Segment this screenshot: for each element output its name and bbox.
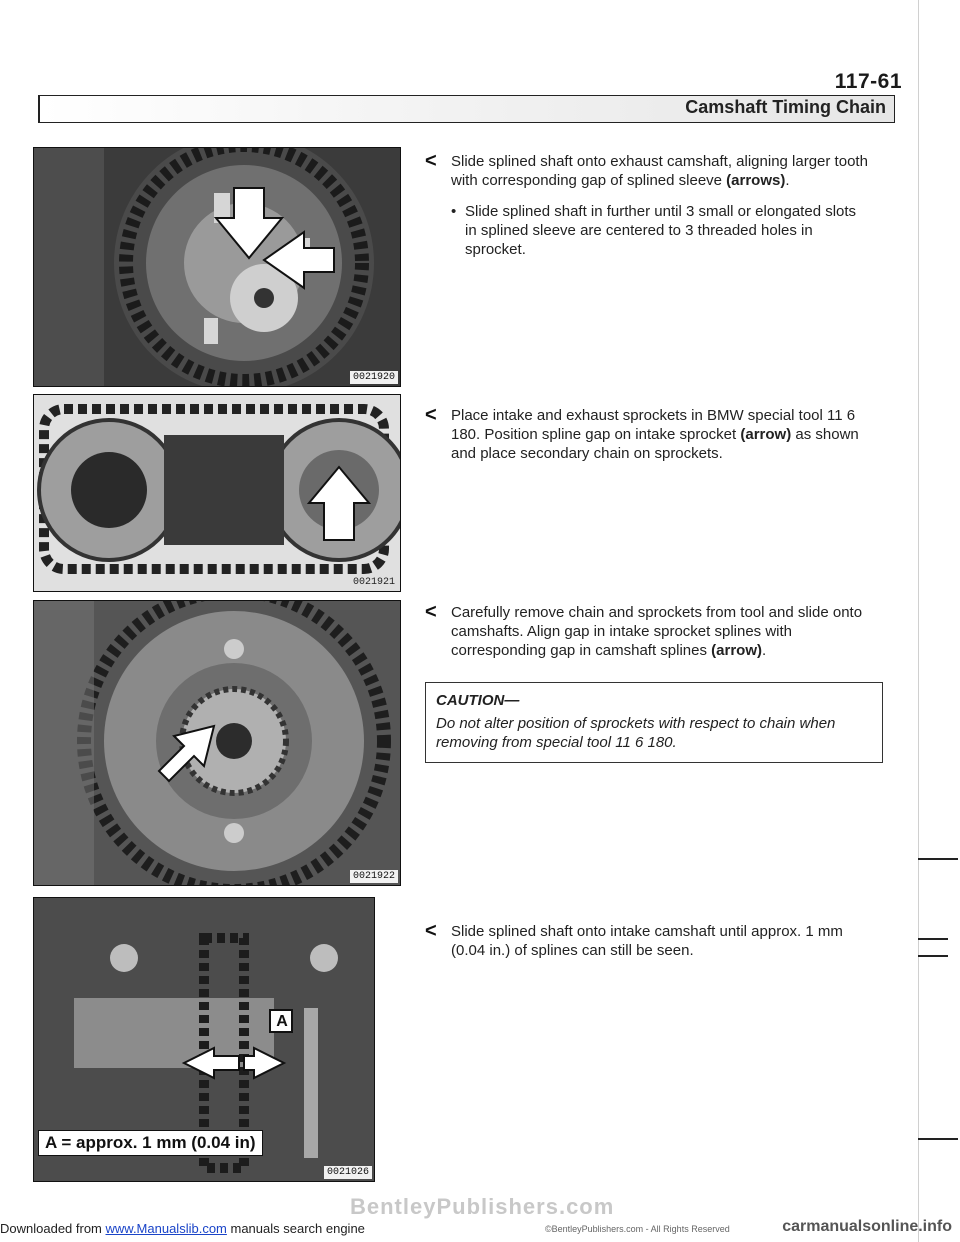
step-text-main: Slide splined shaft onto exhaust camshaft, aligning larger tooth with corresponding gap of splined sleeve (451, 153, 868, 189)
section-header-bar (38, 95, 895, 123)
step-3 (425, 603, 870, 763)
figure-number: 0021921 (352, 577, 395, 588)
figure-special-tool-photo (33, 394, 401, 592)
margin-line (918, 0, 919, 1242)
step-text-end: . (785, 172, 790, 189)
figure-sprocket-alignment-photo (33, 600, 401, 886)
caution-title: CAUTION— (436, 692, 520, 709)
step-text-bold: (arrow) (711, 642, 762, 659)
margin-tick (918, 858, 958, 860)
sprocket-on-camshaft-illustration (34, 601, 400, 885)
figure-number: 0021026 (324, 1166, 372, 1179)
measurement-callout: A = approx. 1 mm (0.04 in) (38, 1130, 263, 1156)
step-2 (425, 406, 870, 463)
step-text-end: as shown and place secondary chain on sprockets. (451, 426, 859, 462)
publisher-watermark: BentleyPublishers.com (350, 1194, 615, 1219)
step-text-main: Carefully remove chain and sprockets from tool and slide onto camshafts. Align gap in intake sprocket splines with corresponding gap in camshaft splines (451, 604, 863, 659)
pointer-arrow-icon: < (425, 404, 437, 426)
copyright-notice: ©BentleyPublishers.com - All Rights Reserved (545, 1224, 730, 1234)
caution-box (425, 682, 883, 763)
site-watermark: carmanualsonline.info (782, 1218, 952, 1235)
step-text-main: Place intake and exhaust sprockets in BMW special tool 11 6 180. Position spline gap on intake sprocket (451, 407, 856, 443)
footer-suffix: manuals search engine (226, 1221, 365, 1236)
step-text-bold: (arrows) (726, 172, 786, 189)
figure-number: 0021920 (350, 371, 398, 384)
label-a: A (276, 1013, 288, 1030)
step-text-bold: (arrow) (740, 426, 792, 443)
pointer-arrow-icon: < (425, 601, 437, 623)
step-text (451, 152, 870, 190)
step-text (451, 603, 870, 660)
page-number: 117-61 (834, 70, 902, 93)
figure-exhaust-camshaft-photo (33, 147, 401, 387)
figure-number: 0021922 (350, 870, 398, 883)
engine-photo-illustration (34, 148, 400, 386)
margin-tick (918, 938, 948, 940)
figure-intake-camshaft-photo (33, 897, 375, 1182)
step-text-end: . (762, 642, 767, 659)
footer-prefix: Downloaded from (0, 1221, 106, 1236)
bullet-item (451, 202, 870, 259)
pointer-arrow-icon: < (425, 920, 437, 942)
step-text-main: Slide splined shaft onto intake camshaft until approx. 1 mm (0.04 in.) of splines can still be seen. (451, 923, 843, 959)
margin-tick (918, 955, 948, 957)
step-text (451, 406, 870, 463)
section-title: Camshaft Timing Chain (685, 97, 886, 117)
manualslib-link[interactable]: www.Manualslib.com (105, 1221, 227, 1236)
caution-text: Do not alter position of sprockets with respect to chain when removing from special tool 11 6 180. (436, 715, 836, 751)
step-4 (425, 922, 870, 960)
margin-tick (918, 1138, 958, 1140)
bullet-text: Slide splined shaft in further until 3 small or elongated slots in splined sleeve are centered to 3 threaded holes in sprocket. (465, 203, 857, 258)
step-text (451, 922, 870, 960)
sprockets-in-tool-illustration (34, 395, 400, 591)
bullet-icon: • (451, 203, 457, 220)
pointer-arrow-icon: < (425, 150, 437, 172)
download-footer (0, 1221, 365, 1236)
step-1 (425, 152, 870, 259)
